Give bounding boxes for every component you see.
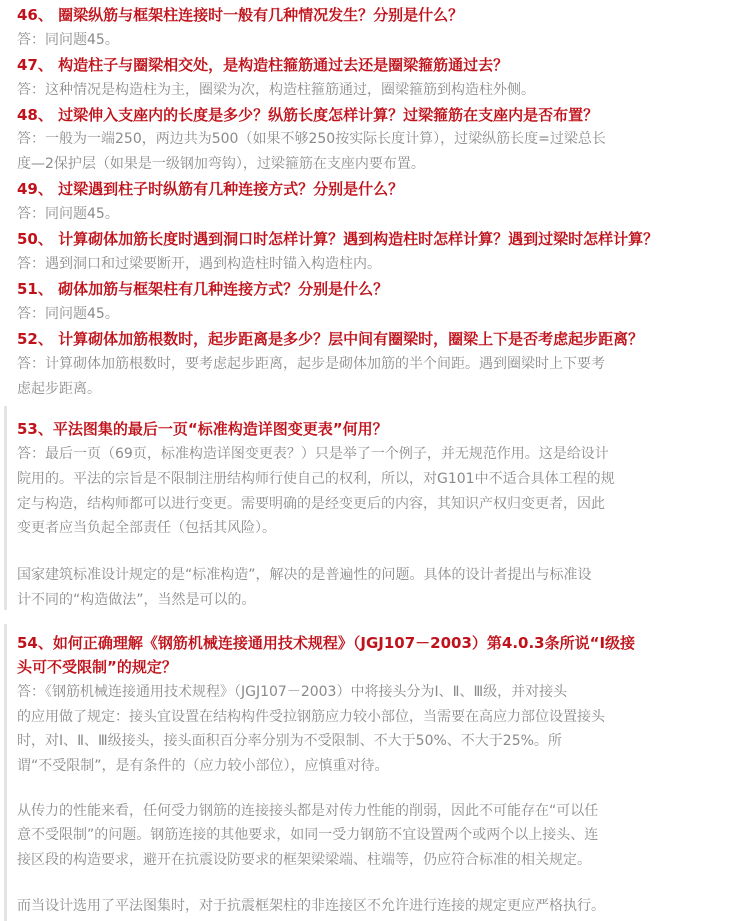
question-54-cont: 头可不受限制”的规定？ (17, 658, 177, 676)
answer-54-paragraph: 从传力的性能来看，任何受力钢筋的连接接头都是对传力性能的削弱，因此不可能存在“可以任 (17, 803, 599, 819)
answer-54-paragraph: 意不受限制”的问题。钢筋连接的其他要求，如同一受力钢筋不宜设置两个或两个以上接头、连 (17, 827, 599, 843)
quote-bar (4, 624, 7, 921)
answer-53-cont: 变更者应当负起全部责任（包括其风险）。 (17, 520, 276, 536)
answer-50: 答：遇到洞口和过梁要断开，遇到构造柱时锚入构造柱内。 (17, 256, 381, 272)
question-53: 53、平法图集的最后一页“标准构造详图变更表”何用？ (17, 420, 388, 438)
answer-48-cont: 度—2保护层（如果是一级钢加弯钩），过梁箍筋在支座内要布置。 (17, 156, 425, 172)
answer-46: 答：同问题45。 (17, 32, 119, 48)
answer-49: 答：同问题45。 (17, 206, 119, 222)
answer-52: 答：计算砌体加筋根数时，要考虑起步距离，起步是砌体加筋的半个间距。遇到圈梁时上下要考 (17, 356, 605, 372)
answer-54: 答：《钢筋机械连接通用技术规程》（JGJ107－2003）中将接头分为Ⅰ、Ⅱ、Ⅲ级，并对接头 (17, 684, 568, 700)
question-51: 51、 砌体加筋与框架柱有几种连接方式？分别是什么？ (17, 280, 389, 298)
answer-52-cont: 虑起步距离。 (17, 381, 101, 397)
question-49: 49、 过梁遇到柱子时纵筋有几种连接方式？分别是什么？ (17, 180, 404, 198)
question-50: 50、 计算砌体加筋长度时遇到洞口时怎样计算？遇到构造柱时怎样计算？遇到过梁时怎样计算？ (17, 230, 659, 248)
answer-53-cont: 定与构造，结构师都可以进行变更。需要明确的是经变更后的内容，其知识产权归变更者，因此 (17, 496, 605, 512)
question-47: 47、 构造柱子与圈梁相交处，是构造柱箍筋通过去还是圈梁箍筋通过去？ (17, 56, 509, 74)
answer-54-paragraph: 接区段的构造要求，避开在抗震设防要求的框架梁梁端、柱端等，仍应符合标准的相关规定。 (17, 852, 591, 868)
question-52: 52、 计算砌体加筋根数时，起步距离是多少？层中间有圈梁时，圈梁上下是否考虑起步距离？ (17, 330, 644, 348)
answer-53-cont: 院用的。平法的宗旨是不限制注册结构师行使自己的权利，所以，对G101中不适合具体工程的规 (17, 471, 615, 487)
answer-54-cont: 谓“不受限制”，是有条件的（应力较小部位），应慎重对待。 (17, 758, 389, 774)
answer-48: 答：一般为一端250，两边共为500（如果不够250按实际长度计算），过梁纵筋长度=过梁总长 (17, 131, 606, 147)
answer-54-cont: 的应用做了规定：接头宜设置在结构构件受拉钢筋应力较小部位，当需要在高应力部位设置接头 (17, 709, 605, 725)
answer-54-cont: 时，对Ⅰ、Ⅱ、Ⅲ级接头，接头面积百分率分别为不受限制、不大于50%、不大于25%。所 (17, 733, 562, 749)
question-54: 54、如何正确理解《钢筋机械连接通用技术规程》（JGJ107－2003）第4.0.3条所说“Ⅰ级接 (17, 634, 636, 652)
answer-53-paragraph: 计不同的“构造做法”，当然是可以的。 (17, 592, 256, 608)
question-48: 48、 过梁伸入支座内的长度是多少？纵筋长度怎样计算？过梁箍筋在支座内是否布置？ (17, 106, 599, 124)
quote-bar (4, 406, 7, 610)
answer-47: 答：这种情况是构造柱为主，圈梁为次，构造柱箍筋通过，圈梁箍筋到构造柱外侧。 (17, 82, 535, 98)
answer-53: 答：最后一页（69页，标准构造详图变更表？）只是举了一个例子，并无规范作用。这是给设计 (17, 446, 609, 462)
answer-51: 答：同问题45。 (17, 306, 119, 322)
question-46: 46、 圈梁纵筋与框架柱连接时一般有几种情况发生？分别是什么？ (17, 6, 464, 24)
answer-54-paragraph: 而当设计选用了平法图集时，对于抗震框架柱的非连接区不允许进行连接的规定更应严格执行。 (17, 898, 605, 914)
answer-53-paragraph: 国家建筑标准设计规定的是“标准构造”，解决的是普遍性的问题。具体的设计者提出与标准设 (17, 567, 592, 583)
